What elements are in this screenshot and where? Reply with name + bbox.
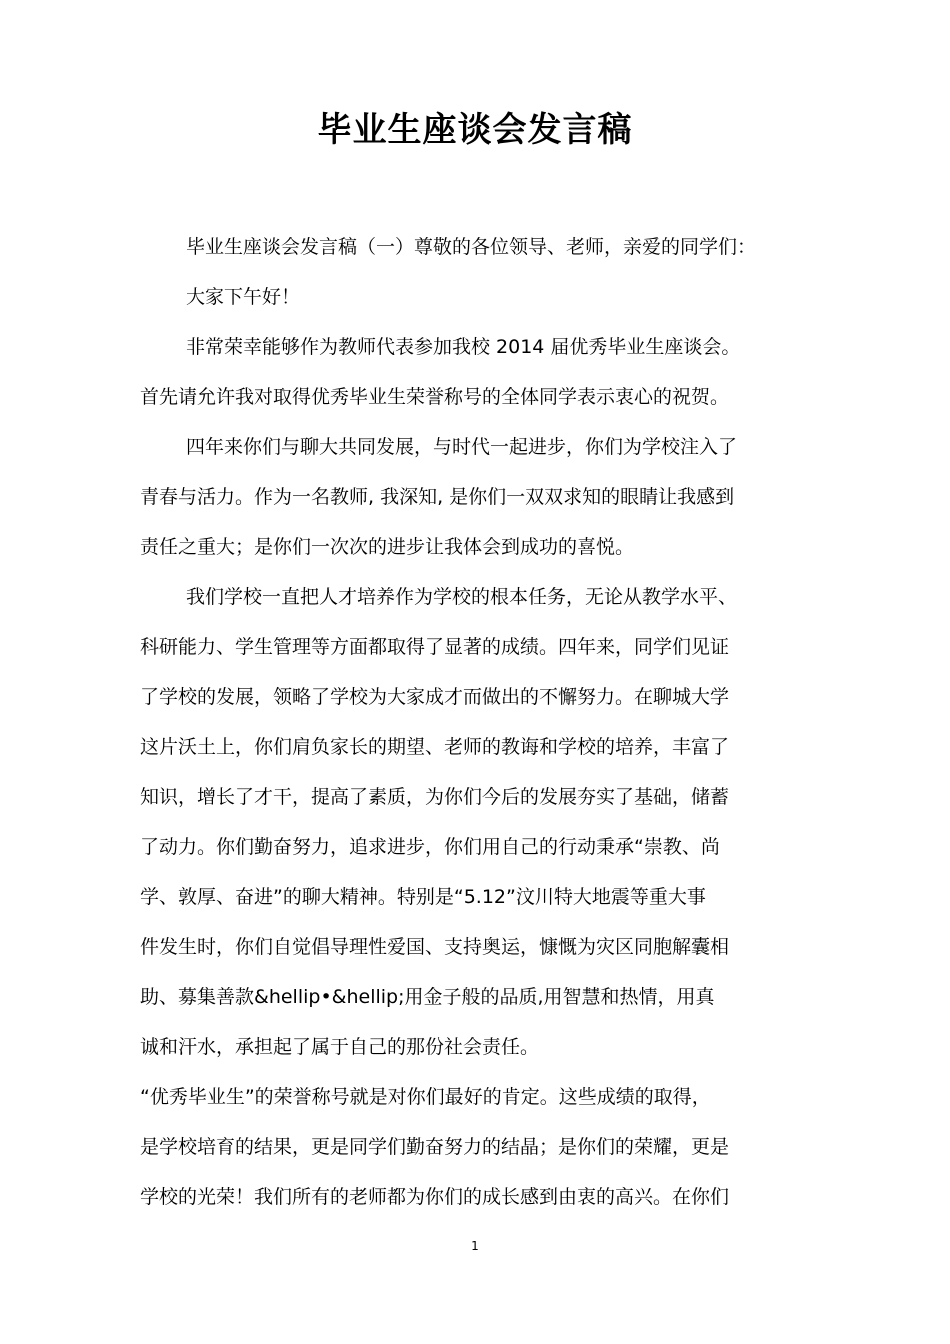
paragraph-line: 四年来你们与聊大共同发展，与时代一起进步，你们为学校注入了 (186, 436, 738, 458)
paragraph-line: 件发生时，你们自觉倡导理性爱国、支持奥运，慷慨为灾区同胞解囊相 (140, 936, 730, 958)
paragraph-line: 了学校的发展，领略了学校为大家成才而做出的不懈努力。在聊城大学 (140, 686, 730, 708)
paragraph-line: 科研能力、学生管理等方面都取得了显著的成绩。四年来，同学们见证 (140, 636, 730, 658)
paragraph-line: 了动力。你们勤奋努力，追求进步，你们用自己的行动秉承“崇教、尚 (140, 836, 720, 858)
paragraph-line: 毕业生座谈会发言稿（一）尊敬的各位领导、老师，亲爱的同学们： (186, 236, 757, 258)
paragraph-line: 首先请允许我对取得优秀毕业生荣誉称号的全体同学表示衷心的祝贺。 (140, 386, 730, 408)
page-title: 毕业生座谈会发言稿 (317, 110, 633, 150)
paragraph-line: 知识，增长了才干，提高了素质，为你们今后的发展夯实了基础，储蓄 (140, 786, 730, 808)
paragraph-line: 青春与活力。作为一名教师, 我深知, 是你们一双双求知的眼睛让我感到 (140, 486, 735, 508)
paragraph-line: 大家下午好！ (186, 286, 301, 308)
paragraph-line: 助、募集善款&hellip•&hellip;用金子般的品质,用智慧和热情，用真 (140, 986, 715, 1008)
paragraph-line: 我们学校一直把人才培养作为学校的根本任务，无论从教学水平、 (186, 586, 738, 608)
paragraph-line: 非常荣幸能够作为教师代表参加我校 2014 届优秀毕业生座谈会。 (186, 336, 741, 358)
page-number: 1 (471, 1239, 479, 1253)
paragraph-line: 这片沃土上，你们肩负家长的期望、老师的教诲和学校的培养，丰富了 (140, 736, 730, 758)
paragraph-line: 责任之重大；是你们一次次的进步让我体会到成功的喜悦。 (140, 536, 635, 558)
paragraph-line: 诚和汗水，承担起了属于自己的那份社会责任。 (140, 1036, 540, 1058)
paragraph-line: 是学校培育的结果，更是同学们勤奋努力的结晶；是你们的荣耀，更是 (140, 1136, 730, 1158)
paragraph-line: 学、敦厚、奋进”的聊大精神。特别是“5.12”汶川特大地震等重大事 (140, 886, 706, 908)
paragraph-line: 学校的光荣！我们所有的老师都为你们的成长感到由衷的高兴。在你们 (140, 1186, 730, 1208)
paragraph-line: “优秀毕业生”的荣誉称号就是对你们最好的肯定。这些成绩的取得， (140, 1086, 711, 1108)
